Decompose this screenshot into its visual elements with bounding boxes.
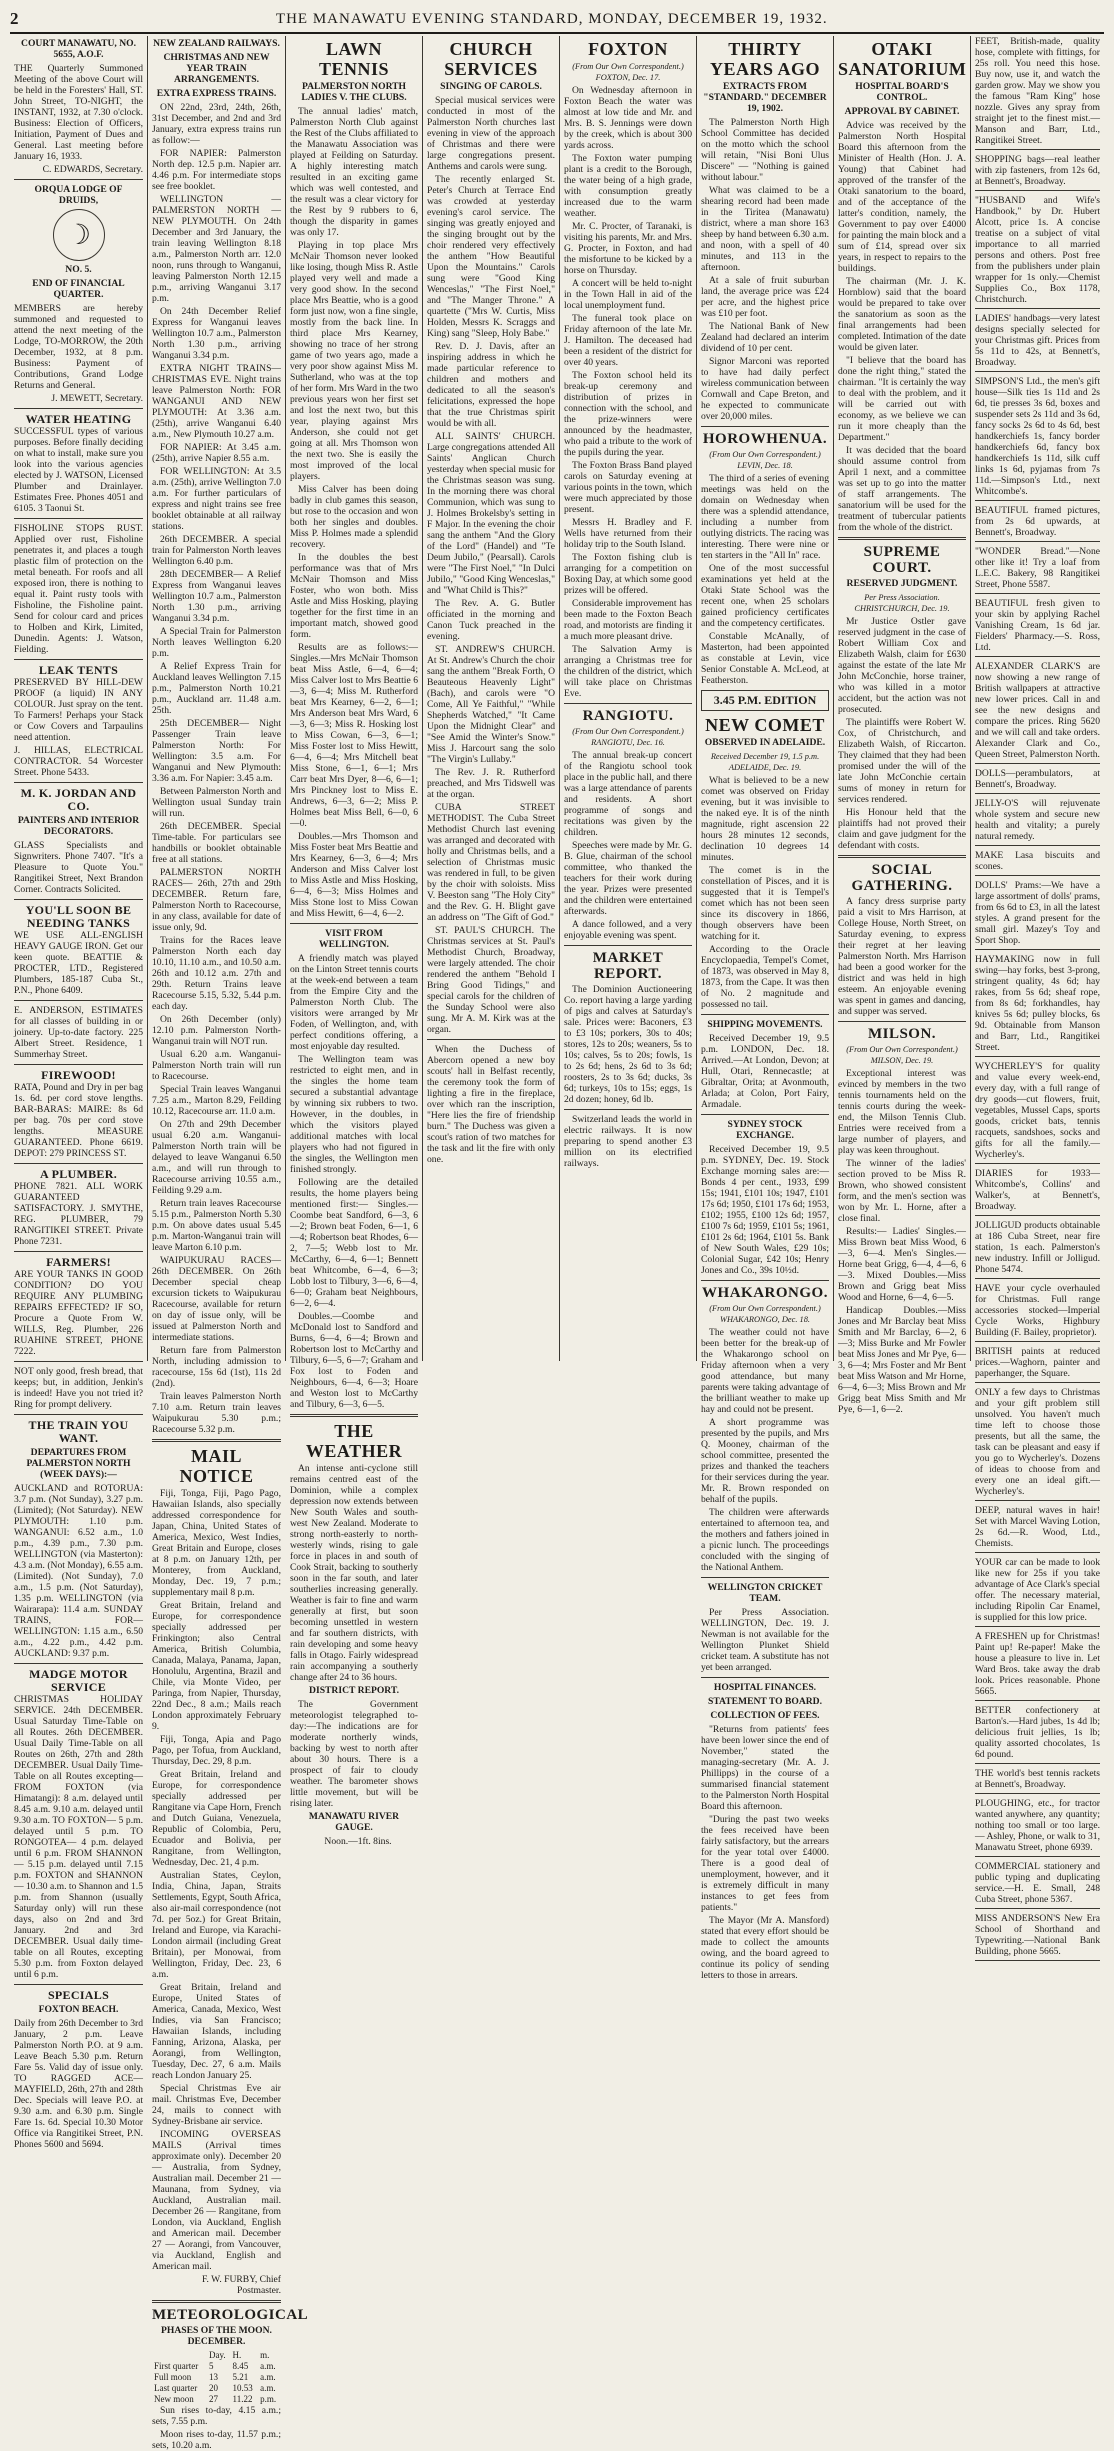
hospital-title: HOSPITAL FINANCES. xyxy=(713,1682,817,1693)
church-paragraph: Special musical services were conducted in most of the Palmerston North churches last evening in view of the approach of Christmas and there were large congregations present. Anthems and carols were sung. xyxy=(427,95,555,172)
railways-paragraph: Return train leaves Racecourse 5.15 p.m., Palmerston North 5.30 p.m. On above dates usual 5.45 p.m. Marton-Wanganui train will leave Marton 6.10 p.m. xyxy=(152,1198,281,1253)
horowhenua-paragraph: Constable McAnally, of Masterton, had been appointed as constable at Levin, vice Senior Constable A. McLeod, at Featherston. xyxy=(701,631,829,686)
visit-title: VISIT FROM WELLINGTON. xyxy=(319,928,389,950)
railways-paragraph: On 24th December Relief Express for Wanganui leaves Wellington 10.7 a.m., Palmerston North 1.30 p.m., arriving Wanganui 3.34 p.m. xyxy=(152,306,281,361)
firewood-title: FIREWOOD! xyxy=(41,1068,116,1082)
farmers-title: FARMERS! xyxy=(46,1255,111,1269)
tennis-title: LAWN TENNIS xyxy=(318,39,390,79)
foxton-paragraph: The Foxton water pumping plant is a credit to the Borough, the water being of a high grade, with consumption greatly increased due to the warm weather. xyxy=(564,153,692,219)
market-report: The Dominion Auctioneering Co. report having a large yarding of pigs and calves at Saturday's sale. Prices were: Baconers, £3 to £3 10s; porkers, 30s to 40s; stores, 12s to 20s; weaners, 5s to 10s; calves, 5s to 20s; fowls, 1s to 2s 6d; hens, 2s 6d to 3s 6d; roosters, 2s to 3s 6d; ducks, 3s 6d; turkeys, 10s to 15s; eggs, 1s 2d dozen; honey, 6d lb. xyxy=(564,984,692,1105)
fisholine-body: FISHOLINE STOPS RUST. Applied over rust, Fisholine penetrates it, and places a tough plastic film of protection on the metal beneath. For roofs and all exposed iron, there is nothing to equal it. Paint rusty tools with Fisholine, the Fisholine paint. Send for colour card and prices to Holben and Kirk, Limited, Dunedin. Agents: J. Watson, Fielding. xyxy=(14,523,143,655)
classified-ad: A FRESHEN up for Christmas! Paint up! Re-paper! Make the house a pleasure to live in. Let Ward Bros. take away the drab look. Prices reasonable. Phone 5665. xyxy=(975,1631,1100,1701)
tennis-paragraph: Doubles.—Mrs Thomson and Miss Foster beat Mrs Beattie and Mrs Kearney, 6—3, 6—4; Mrs Anderson and Miss Calver lost to Miss Astle and Miss Hosking, 6—4, 6—3; Miss Holmes and Miss Stone lost to Miss Cowan and Miss Hewitt, 6—4, 6—2. xyxy=(290,831,418,919)
classified-ad: JOLLIGUD products obtainable at 186 Cuba Street, near fire station, 1s each. Palmerston's new industry. Infill or Jolligud. Phone 5474. xyxy=(975,1220,1100,1279)
social-body: A fancy dress surprise party paid a visit to Mrs Harrison, at College House, North Street, on Saturday evening, to express their regret at her leaving Palmerston North. Mrs Harrison had been a good worker for the district and was held in high esteem. An enjoyable evening was spent in games and dancing, and supper was served. xyxy=(838,896,966,1017)
railways-subtitle: CHRISTMAS AND NEW YEAR TRAIN ARRANGEMENTS. xyxy=(163,52,270,85)
water-heating-ad xyxy=(14,413,143,514)
mail-paragraph: Australian States, Ceylon, India, China, Japan, Straits Settlements, Egypt, South Africa, also air-mail correspondence (not 7d. per 5oz.) for Great Britain, Ireland and Europe, via Karachi-London airmail (including Great Britain), per Monowai, from Wellington, Friday, Dec. 23, 6 a.m. xyxy=(152,1870,281,1980)
district-report-title: DISTRICT REPORT. xyxy=(309,1685,399,1696)
plumber-ad xyxy=(14,1168,143,1247)
leak-tents-signature: J. HILLAS, ELECTRICAL CONTRACTOR. 54 Worcester Street. Phone 5433. xyxy=(14,745,143,778)
jordan-body: GLASS Specialists and Signwriters. Phone 7407. "It's a Pleasure to Quote You." Rangitikei Street, Next Brandon Corner. Contracts Solicited. xyxy=(14,840,143,895)
church-paragraph: The Rev. A. G. Butler officiated in the morning and Canon Tuck preached in the evening. xyxy=(427,598,555,642)
column-1 xyxy=(10,36,148,2150)
supreme-court-subtitle: RESERVED JUDGMENT. xyxy=(846,578,958,589)
table-row: Full moon 13 5.21 a.m. xyxy=(154,2372,276,2382)
farmers-body: ARE YOUR TANKS IN GOOD CONDITION? DO YOU REQUIRE ANY PLUMBING REPAIRS EFFECTED? IF SO, Procure a Quote From W. WILLS, Reg. Plumber, 226 RUAHINE STREET, PHONE 7222. xyxy=(14,1269,143,1357)
horowhenua-paragraph: One of the most successful examinations yet held at the Otaki State School was the recent one, when 25 scholars gained proficiency certificates and the competency certificates. xyxy=(701,563,829,629)
mail-paragraph: Great Britain, Ireland and Europe, for correspondence specially addressed per Rangitane via Cape Horn, French and Dutch Guiana, Venezuela, Republic of Colombia, Peru, Ecuador and Bolivia, per Rangitane, from Wellington, Wednesday, Dec. 21, 4 p.m. xyxy=(152,1769,281,1868)
moon-times: Moon rises to-day, 11.57 p.m.; sets, 10.20 a.m. xyxy=(152,2429,281,2451)
classified-ad: HAVE your cycle overhauled for Christmas. Full range accessories stocked—Imperial Cycle Works, Highbury Building (F. Bailey, proprietor). xyxy=(975,1283,1100,1342)
tanks-body: WE USE ALL-ENGLISH HEAVY GAUGE IRON. Get our keen quote. BEATTIE & PROCTER, LTD., Registered Plumbers, 185-187 Cuba St., P.N., Phone 6409. xyxy=(14,930,143,996)
visit-paragraph: Following are the detailed results, the home players being mentioned first:— Singles.—Coombe beat Sandford, 6—3, 6—2; Brown beat Foden, 6—1, 6—4; Robertson beat Rhodes, 6—2, 7—5; Webb lost to Mr. McCarthy, 6—4, 6—1; Bennett beat Whitcombe, 6—4, 6—3; Lobb lost to Tilbury, 3—6, 6—4, 6—0; Graham beat Neighbours, 6—2, 6—4. xyxy=(290,1177,418,1309)
foxton-paragraph: The Foxton Brass Band played carols on Saturday evening at various points in the town, which were much appreciated by those present. xyxy=(564,460,692,515)
thirty-years-title: THIRTY YEARS AGO xyxy=(709,39,821,79)
specials-title: SPECIALS xyxy=(47,1988,110,2002)
druid-emblem-icon: ☽ xyxy=(53,209,105,261)
moon-phases-subtitle: PHASES OF THE MOON. DECEMBER. xyxy=(161,2325,272,2347)
railways-paragraph: A Relief Express Train for Auckland leaves Wellington 7.15 p.m., Palmerston North 10.21 p.m., Auckland arr. 11.48 a.m. 25th. xyxy=(152,661,281,716)
court-notice-signature: C. EDWARDS, Secretary. xyxy=(42,164,143,175)
mail-paragraph: Special Christmas Eve air mail. Christmas Eve, December 24, mails to connect with Sydney-Brisbane air service. xyxy=(152,2083,281,2127)
railways-paragraph: Trains for the Races leave Palmerston North each day 10.10, 11.10 a.m., and 10.50 a.m. 26th and 10.12 a.m. 27th and 29th. Return Trains leave Racecourse 5.15, 5.32, 5.44 p.m. each day. xyxy=(152,935,281,1012)
comet-paragraph: What is believed to be a new comet was observed on Friday evening, but it was invisible to the naked eye. It is of the ninth magnitude, right ascension 22 hours 28 minutes 12 seconds, declination 10 degrees 14 minutes. xyxy=(701,775,829,863)
court-notice xyxy=(14,38,143,175)
tennis-paragraph: In the doubles the best performance was that of Mrs McNair Thomson and Miss Foster, who won both. Miss Astle and Miss Hosking, playing together for the first time in an important match, showed good form. xyxy=(290,552,418,640)
specials-subtitle: FOXTON BEACH. xyxy=(38,2004,119,2015)
horowhenua-dateline: (From Our Own Correspondent.) LEVIN, Dec. 18. xyxy=(709,450,821,470)
railways-paragraph: 26th DECEMBER. Special Time-table. For particulars see handbills or booklet obtainable free at all stations. xyxy=(152,821,281,865)
classified-ad: BEAUTIFUL fresh given to your skin by applying Rachel Vanishing Cream, 1s 6d jar. Fielders' Pharmacy.—S. Ross, Ltd. xyxy=(975,598,1100,657)
otaki-sub2: APPROVAL BY CABINET. xyxy=(844,106,960,117)
whakarongo-dateline: (From Our Own Correspondent.) WHAKARONGO, Dec. 18. xyxy=(709,1304,821,1324)
visit-paragraph: The Wellington team was restricted to eight men, and in the singles the home team secured a substantial advantage by winning six rubbers to two. However, in the doubles, in which the visitors played additional matches with local players who had not figured in the singles, the Wellington men finished strongly. xyxy=(290,1054,418,1175)
leak-tents-ad xyxy=(14,664,143,778)
railways-paragraph: EXTRA NIGHT TRAINS— CHRISTMAS EVE. Night trains leave Palmerston North: FOR WANGANUI AND NEW PLYMOUTH: At 3.36 a.m. (25th), arrive Wanganui 6.40 a.m., New Plymouth 10.27 a.m. xyxy=(152,363,281,440)
farmers-ad xyxy=(14,1256,143,1357)
comet-title: NEW COMET xyxy=(705,715,825,735)
mail-notice-body xyxy=(152,1488,281,2296)
table-row: Day. H. m. xyxy=(208,2350,270,2360)
railways-paragraph: 25th DECEMBER— Night Passenger Train leave Palmerston North: For Wellington: 3.5 a.m. For Wanganui and New Plymouth: 3.36 a.m. For Napier: 3.45 a.m. xyxy=(152,718,281,784)
leak-tents-title: LEAK TENTS xyxy=(38,663,119,677)
comet-paragraph: According to the Oracle Encyclopaedia, Tempel's Comet, of 1873, was observed in May 8, 1873, from the Cape. It was then of No. 2 magnitude and possessed no tail. xyxy=(701,944,829,1010)
rangiotu-paragraph: A dance followed, and a very enjoyable evening was spent. xyxy=(564,919,692,941)
comet-subtitle: OBSERVED IN ADELAIDE. xyxy=(704,737,826,748)
specials-body: Daily from 26th December to 3rd January, 2 p.m. Leave Palmerston North P.O. at 9 a.m. Leave Beach 5.30 p.m. Return Fare 5s. Valid day of issue only. TO RAGGED ACE—MAYFIELD, 26th, 27th and 28th Dec. Specials will leave P.O. at 9.30 a.m. and 6.30 p.m. Single Fare 1s. 6d. Special 10.30 Motor Office via Rangitikei Street, P.N. Phones 5600 and 5694. xyxy=(14,2018,143,2150)
classified-ad: DEEP, natural waves in hair! Set with Marcel Waving Lotion, 2s 6d.—R. Wood, Ltd., Chemists. xyxy=(975,1505,1100,1553)
classified-ad: MAKE Lasa biscuits and scones. xyxy=(975,850,1100,876)
comet-dateline: Received December 19, 1.5 p.m. ADELAIDE, Dec. 19. xyxy=(710,752,820,772)
exchange-body: Received December 19, 9.5 p.m. SYDNEY, Dec. 19. Stock Exchange morning sales are:— Bonds 4 per cent., 1933, £99 15s; 1941, £101 10s; 1947, £101 17s 6d; 1950, £101 17s 6d; 1953, £102; 1955, £100 12s 6d; 1957, £100 7s 6d; 1959, £101 5s; 1961, £101 2s 6d; 1964, £101 5s. Bank of New South Wales, £29 10s; Colonial Sugar, £42 10s; Henry Jones and Co., 39s 10½d. xyxy=(701,1144,829,1276)
jordan-title: M. K. JORDAN AND CO. xyxy=(20,786,137,813)
church-paragraph: ALL SAINTS' CHURCH. Large congregations attended All Saints' Anglican Church yesterday when special music for the Christmas season was sung. In the morning there was choral Communion, which was sung to J. Holmes Brokelsby's setting in F Major. In the evening the choir sang the anthem "And the Glory of the Lord" (Handel) and "Te Deum Jubilo," (Pearsall). Carols were "The First Noel," "In Dulci Jubilo," "Good King Wenceslas," and "What Child is This?" xyxy=(427,431,555,596)
madge-title: MADGE MOTOR SERVICE xyxy=(29,1667,128,1694)
foxton-paragraph: The Foxton fishing club is arranging for a competition on Boxing Day, at which some good prizes will be offered. xyxy=(564,552,692,596)
classified-ad: BEAUTIFUL framed pictures, from 2s 6d upwards, at Bennett's, Broadway. xyxy=(975,505,1100,542)
railways-paragraph: Between Palmerston North and Wellington usual Sunday train will run. xyxy=(152,786,281,819)
river-gauge-title: MANAWATU RIVER GAUGE. xyxy=(308,1811,400,1833)
tennis-paragraph: The annual ladies' match, Palmerston North Club against the Rest of the Clubs affiliated to the Manawatu Association was played at Feilding on Saturday. A highly interesting match resulted in an exciting game which was well contested, and the result was a clear victory for the Rest by 9 rubbers to 6, though the disparity in games was only 17. xyxy=(290,106,418,238)
tanks-title: YOU'LL SOON BE NEEDING TANKS xyxy=(25,903,132,930)
switzerland-item: Switzerland leads the world in electric railways. It is now preparing to spend another £3 million on its electrified railways. xyxy=(564,1114,692,1169)
classified-ad: MISS ANDERSON'S New Era School of Shorthand and Typewriting.—National Bank Building, phone 5665. xyxy=(975,1913,1100,1961)
foxton-paragraph: The Salvation Army is arranging a Christmas tree for the children of the district, which will take place on Christmas Eve. xyxy=(564,644,692,699)
railways-paragraph: On 26th December (only) 12.10 p.m. Palmerston North-Wanganui train will NOT run. xyxy=(152,1014,281,1047)
classified-ad: ALEXANDER CLARK'S are now showing a new range of British wallpapers at attractive new lower prices. Call in and see the new designs and compare the prices. Ring 5620 and we will call and take orders. Alexander Clark and Co., Queen Street, Palmerston North. xyxy=(975,661,1100,764)
fisholine-ad xyxy=(14,523,143,655)
supreme-court-title: SUPREME COURT. xyxy=(863,544,941,576)
thirty-years-paragraph: What was claimed to be a shearing record had been made in the Tiritea (Manawatu) district, where a man shore 163 sheep by hand between 6.30 a.m. and noon, with a spell of 40 minutes, and 113 in the afternoon. xyxy=(701,185,829,273)
horowhenua-paragraph: The third of a series of evening meetings was held on the domain on Wednesday when there was a splendid attendance, including a number from outlying districts. The racing was interesting. There were nine or ten starters in the "All In" race. xyxy=(701,473,829,561)
tennis-subtitle: PALMERSTON NORTH LADIES V. THE CLUBS. xyxy=(301,81,407,103)
mail-paragraph: Great Britain, Ireland and Europe, United States of America, Canada, Mexico, West Indies, via San Francisco; Hawaiian Islands, including Fanning, Arizona, Alaska, per Aorangi, from Wellington, Tuesday, Dec. 27, 6 a.m. Mails reach London January 25. xyxy=(152,1982,281,2081)
whakarongo-paragraph: The children were afterwards entertained to afternoon tea, and the mothers and fathers joined in a picnic lunch. The proceedings concluded with the singing of the National Anthem. xyxy=(701,1507,829,1573)
church-paragraph: CUBA STREET METHODIST. The Cuba Street Methodist Church last evening was arranged and decorated with holly and Christmas bells, and a selection of Christmas music was rendered in full, to be given by the choir with soloists. Miss V. Beeston sang "The Holy City" and the Rev. G. H. Blight gave an address on "The Gift of God." xyxy=(427,802,555,923)
milson-paragraph: The winner of the ladies' section proved to be Miss R. Brown, who showed consistent form, and the men's section was won by Mr. L. Horne, after a close final. xyxy=(838,1158,966,1224)
rangiotu-paragraph: The annual break-up concert of the Rangiotu school took place in the public hall, and there was a large attendance of parents and residents. A short programme of songs and recitations was given by the children. xyxy=(564,750,692,838)
hospital-paragraph: The Mayor (Mr A. Mansford) stated that every effort should be made to collect the amounts owing, and the board agreed to continue its policy of sending letters to those in arrears. xyxy=(701,1915,829,1981)
classified-ad: BRITISH paints at reduced prices.—Waghorn, painter and paperhanger, the Square. xyxy=(975,1346,1100,1383)
leak-tents-body: PRESERVED BY HILL-DEW PROOF (a liquid) IN ANY COLOUR. Just spray on the tent. To Farmers! Perhaps your Stack or Cow Covers and Tarpaulins need attention. xyxy=(14,677,143,743)
druids-number: NO. 5. xyxy=(65,264,92,275)
mail-paragraph: Fiji, Tonga, Apia and Pago Pago, per Tofua, from Auckland, Thursday, Dec. 29, 8 p.m. xyxy=(152,1734,281,1767)
church-paragraph: ST. PAUL'S CHURCH. The Christmas services at St. Paul's Methodist Church, Broadway, were largely attended. The choir rendered the anthem "Behold I Bring Good Tidings," and special carols for the children of the Sunday School were also sung. Mr A. M. Kirk was at the organ. xyxy=(427,925,555,1035)
water-heating-body: SUCCESSFUL types of various purposes. Before finally deciding on what to install, make sure you look into the various agencies elected by J. WATSON, Licensed Plumber and Drainlayer. Estimates Free. Phones 4051 and 6105. 3 Taonui St. xyxy=(14,426,143,514)
milson-paragraph: Exceptional interest was evinced by members in the two tennis tournaments held on the tennis courts during the week-end, the Milson Tennis Club. Entries were received from a large number of players, and play was keen throughout. xyxy=(838,1068,966,1156)
firewood-body: RATA, Pound and Dry in per bag 1s. 6d. per cord stove lengths. BAR-BARAS: MAIRE: 8s 6d per bag. 70s per cord stove lengths. MEASURE GUARANTEED. Phone 6619. DEPOT: 279 PRINCESS ST. xyxy=(14,1082,143,1159)
druids-signature: J. MEWETT, Secretary. xyxy=(51,393,143,404)
railways-paragraph: 26th DECEMBER. A special train for Palmerston North leaves Wellington 6.40 p.m. xyxy=(152,534,281,567)
mail-signature: F. W. FURBY, Chief Postmaster. xyxy=(201,2274,281,2296)
table-row: First quarter 5 8.45 a.m. xyxy=(154,2361,276,2371)
weather-title: THE WEATHER xyxy=(305,1421,403,1461)
mail-notice-title: MAIL NOTICE xyxy=(179,1446,254,1486)
foxton-title: FOXTON xyxy=(588,39,668,59)
foxton-paragraph: Considerable improvement has been made to the Foxton Beach road, and motorists are finding it a much more pleasant drive. xyxy=(564,598,692,642)
shipping-title: SHIPPING MOVEMENTS. xyxy=(707,1019,823,1030)
railways-paragraph: FOR NAPIER: At 3.45 a.m. (25th), arrive Napier 8.55 a.m. xyxy=(152,442,281,464)
railways-paragraph: Return fare from Palmerston North, including admission to racecourse, 15s 6d (1st), 11s 2d (2nd). xyxy=(152,1345,281,1389)
river-gauge: Noon.—1ft. 8ins. xyxy=(324,1836,392,1847)
classified-ad: WYCHERLEY'S for quality and value every week-end, every day, with a full range of dry goods—cut flowers, fruit, vegetables, Mussel Caps, sports goods, cricket bats, tennis racquets, sandshoes, socks and gifts for all the family.—Wycherley's. xyxy=(975,1061,1100,1164)
church-paragraph: The recently enlarged St. Peter's Church at Terrace End was crowded at yesterday evening's carol service. The singing was greatly enjoyed and the singing brought out by the choir rendered very effectively the anthem "How Beautiful Upon the Mountains." Carols sung were "Good King Wenceslas," "The First Noel," and "The Manger Throne." A quartette ("Mrs W. Curtis, Miss Holden, Messrs K. Scraggs and King) sang "Sleep, Holy Babe." xyxy=(427,174,555,339)
table-row: Last quarter 20 10.53 a.m. xyxy=(154,2383,276,2393)
foxton-paragraph: The funeral took place on Friday afternoon of the late Mr. J. Hamilton. The deceased had been a resident of the district for over 40 years. xyxy=(564,313,692,368)
column-5 xyxy=(560,36,697,1361)
railways-paragraph: A Special Train for Palmerston North leaves Wellington 6.20 p.m. xyxy=(152,626,281,659)
district-report: The Government meteorologist telegraphed to-day:—The indications are for moderate northerly winds, backing by west to north after about 30 hours. There is a prospect of fair to cloudy weather. The barometer shows little movement, but will be rising later. xyxy=(290,1699,418,1809)
column-6 xyxy=(697,36,834,1981)
church-paragraph: The Rev. J. R. Rutherford preached, and Mrs Tidswell was at the organ. xyxy=(427,767,555,800)
classified-ad: YOUR car can be made to look like new for 25s if you take advantage of Ace Clark's special offer. The necessary material, including Ripolin Car Enamel, is supplied for this low price. xyxy=(975,1557,1100,1627)
thirty-years-paragraph: The Palmerston North High School Committee has decided on the motto which the school will retain, "Nisi Boni Ulus Discere" — "Nothing is gained without labour." xyxy=(701,117,829,183)
otaki-subtitle: HOSPITAL BOARD'S CONTROL. xyxy=(855,81,949,103)
classified-ad: HAYMAKING now in full swing—hay forks, best 3-prong, stringent quality, 4s 6d; hay rakes, from 5s 6d; sheaf rope, from 8s 6d; forkhandles, hay knives 5s 6d; pulley blocks, 6s 9d. Obtainable from Manson and Barr, Ltd., Rangitikei Street. xyxy=(975,954,1100,1057)
plumber-title: A PLUMBER. xyxy=(39,1167,117,1181)
masthead xyxy=(10,6,1104,34)
railways-paragraph: PALMERSTON NORTH RACES— 26th, 27th and 29th DECEMBER. Return fare, Palmerston North to Racecourse, in any class, available for date of issue only, 9d. xyxy=(152,867,281,933)
page-columns xyxy=(10,36,1104,2451)
milson-dateline: (From Our Own Correspondent.) MILSON, Dec. 19. xyxy=(846,1045,958,1065)
hospital-paragraph: "During the past two weeks the fees received have been fairly satisfactory, but the arrears for the year total over £4000. There is a good deal of unemployment, however, and it is extremely difficult in many instances to get fees from patients." xyxy=(701,1814,829,1913)
market-title: MARKET REPORT. xyxy=(592,950,664,982)
railways-paragraph: FOR WELLINGTON: At 3.5 a.m. (25th), arrive Wellington 7.0 a.m. For further particulars of express and night trains see free booklet obtainable at all railway stations. xyxy=(152,466,281,532)
classified-ad: BETTER confectionery at Barton's.—Hard jubes, 1s 4d lb; delicious fruit jellies, 1s lb; quality assorted chocolates, 1s 6d pound. xyxy=(975,1705,1100,1764)
druids-title: ORQUA LODGE OF DRUIDS, xyxy=(34,184,123,206)
train-subtitle: DEPARTURES FROM PALMERSTON NORTH (WEEK DAYS):— xyxy=(26,1447,131,1480)
milson-title: MILSON. xyxy=(867,1026,937,1042)
classified-ad: DOLLS' Prams:—We have a large assortment of dolls' prams, from 6s 6d to £3, in all the latest styles. A grand present for the small girl. Mazey's Toy and Sport Shop. xyxy=(975,880,1100,950)
moon-phases-table xyxy=(152,2350,281,2405)
rangiotu-paragraph: Speeches were made by Mr. G. B. Glue, chairman of the school committee, who thanked the teachers for their work during the year. Prizes were presented and the children were entertained afterwards. xyxy=(564,840,692,917)
newspaper-title: THE MANAWATU EVENING STANDARD, MONDAY, DECEMBER 19, 1932. xyxy=(275,10,828,27)
weather-paragraph: An intense anti-cyclone still remains centred east of the Dominion, while a complex depression now extends between New South Wales and south-west New Zealand. Moderate to strong north-easterly to north-westerly winds, rising to gale force in places in and south of Cook Strait, backing to southerly soon in the far south, and later southerlies increasing generally. Weather is fair to fine and warm generally at first, but soon becoming unsettled in western and far southern districts, with rain developing and some heavy falls in Otago. Fairly widespread rain accompanying a southerly change after 24 to 36 hours. xyxy=(290,1463,418,1683)
court-notice-title: COURT MANAWATU, NO. 5655, A.O.F. xyxy=(21,38,136,60)
supreme-court-dateline: Per Press Association. CHRISTCHURCH, Dec. 19. xyxy=(854,593,950,613)
supreme-paragraph: His Honour held that the plaintiffs had not proved their claim and gave judgment for the defendant with costs. xyxy=(838,807,966,851)
supreme-paragraph: The plaintiffs were Robert W. Cox, of Christchurch, and Elizabeth Walsh, of Riccarton. They claimed that they had been promised under the will of the late John McConchie certain sums of money in return for services rendered. xyxy=(838,717,966,805)
classified-ad: ONLY a few days to Christmas and your gift problem still unsolved. You haven't much time left to choose those presents, but all the same, the task can be pleasant and easy if you go to Wycherley's. Dozens of ideas to choose from and every one an ideal gift.—Wycherley's. xyxy=(975,1387,1100,1501)
supreme-paragraph: Mr Justice Ostler gave reserved judgment in the case of Robert William Cox and Elizabeth Walsh, claim for £630 against the estate of the late Mr John McConchie, horse trainer, who was killed in a motor accident, but the action was not prosecuted. xyxy=(838,616,966,715)
mail-paragraph: INCOMING OVERSEAS MAILS (Arrival times approximate only). December 20 — Australia, from Sydney, Australian mail. December 21 — Maunana, from Sydney, via Auckland, Australian mail. December 26 — Rangitane, from London, via Auckland, English and American mail. December 27 — Aorangi, from Vancouver, via Auckland, English and American mail. xyxy=(152,2129,281,2272)
railways-paragraph: WAIPUKURAU RACES—26th DECEMBER. On 26th December special cheap excursion tickets to Waipukurau Racecourse, available for return on day of issue only, will be issued at Palmerston North and intermediate stations. xyxy=(152,1255,281,1343)
table-row: New moon 27 11.22 p.m. xyxy=(154,2394,277,2404)
foxton-dateline: (From Our Own Correspondent.) FOXTON, Dec. 17. xyxy=(572,62,684,82)
classified-ad: FEET, British-made, quality hose, complete with fittings, for 25s roll. You need this hose. Buy now, use it, and watch the garden grow. May we show you the famous "Ram King" hose nozzle. Gives any spray from straight jet to the finest mist.—Manson and Barr, Ltd., Rangitikei Street. xyxy=(975,36,1100,150)
whakarongo-paragraph: The weather could not have been better for the break-up of the Whakarongo school on Friday afternoon when a very good attendance, but many parents were taking advantage of the brilliant weather to make up hay and could not be present. xyxy=(701,1327,829,1415)
whakarongo-paragraph: A short programme was presented by the pupils, and Mrs Q. Mooney, chairman of the school committee, presented the prizes and thanked the teachers for their services during the year. Mr. R. Brown responded on behalf of the pupils. xyxy=(701,1417,829,1505)
whakarongo-title: WHAKARONGO. xyxy=(702,1285,828,1301)
otaki-title: OTAKI SANATORIUM xyxy=(838,39,967,79)
hospital-subtitle: STATEMENT TO BOARD. xyxy=(708,1696,822,1707)
classified-ad: SIMPSON'S Ltd., the men's gift house—Silk ties 1s 11d and 2s 6d, tie presses 3s 6d, boxes and suspender sets 2s 11d and 3s 6d, fancy socks 2s 6d to 4s 6d, best handkerchiefs 1s, fancy border handkerchiefs 6d, fancy box handkerchiefs 1s 11d, silk cuff links 1s 6d, pyjamas from 7s 11d.—Simpson's Ltd., next Whitcombe's. xyxy=(975,376,1100,501)
column-7 xyxy=(834,36,971,1415)
sun-times: Sun rises to-day, 4.15 a.m.; sets, 7.55 p.m. xyxy=(152,2405,281,2427)
church-title: CHURCH SERVICES xyxy=(444,39,538,79)
train-title: THE TRAIN YOU WANT. xyxy=(28,1418,129,1445)
jordan-subtitle: PAINTERS AND INTERIOR DECORATORS. xyxy=(17,815,140,837)
firewood-ad xyxy=(14,1069,143,1159)
hospital-sub2: COLLECTION OF FEES. xyxy=(710,1710,820,1721)
railways-paragraph: 28th DECEMBER— A Relief Express from Wanganui leaves Wellington 10.7 a.m., Palmerston North 1.30 p.m., arriving Wanganui 3.34 p.m. xyxy=(152,569,281,624)
edition-banner: 3.45 P.M. EDITION xyxy=(701,690,829,711)
otaki-paragraph: Advice was received by the Palmerston North Hospital Board this afternoon from the Minister of Health (Hon. J. A. Young) that Cabinet had approved of the transfer of the Otaki sanatorium to the board, and of the acceptance of the latter's condition, namely, the Government to pay over £4000 for painting the main block and a sum of £14, spread over six years, in respect to repairs to the buildings. xyxy=(838,120,966,274)
jordan-ad xyxy=(14,787,143,895)
railways-paragraph: On 27th and 29th December usual 6.20 a.m. Wanganui-Palmerston North train will be delayed to leave Wanganui 6.50 a.m., and will run through to Racecourse arriving 10.55 a.m., Feilding 9.29 a.m. xyxy=(152,1119,281,1196)
train-ad xyxy=(14,1419,143,1659)
mail-paragraph: Fiji, Tonga, Fiji, Pago Pago, Hawaiian Islands, also specially addressed correspondence for Japan, China, United States of America, Mexico, West Indies, Great Britain and Europe, closes at 8 p.m. on January 12th, per Monterey, from Auckland, Monday, Dec. 19, 7 p.m.; supplementary mail 8 p.m. xyxy=(152,1488,281,1598)
classified-ad: PLOUGHING, etc., for tractor wanted anywhere, any quantity; nothing too small or too large. — Ashley, Phone, or walk to 31, Manawatu Street, phone 6939. xyxy=(975,1798,1100,1857)
meteorological-title: METEOROLOGICAL xyxy=(152,2307,309,2323)
classified-ad: JELLY-O'S will rejuvenate whole system and secure new health and vitality; a purely natural remedy. xyxy=(975,798,1100,846)
anderson-ad xyxy=(14,1005,143,1060)
visit-paragraph: A friendly match was played on the Linton Street tennis courts at the week-end between a team from the Empire City and the Palmerston North Club. The visitors were arranged by Mr Foden, of Wellington, and, with perfect conditions offering, a most enjoyable day resulted. xyxy=(290,953,418,1052)
horowhenua-title: HOROWHENUA. xyxy=(702,431,828,447)
column-4 xyxy=(423,36,560,1361)
thirty-years-paragraph: The National Bank of New Zealand had declared an interim dividend of 10 per cent. xyxy=(701,321,829,354)
rangiotu-dateline: (From Our Own Correspondent.) RANGIOTU, Dec. 16. xyxy=(572,727,684,747)
railways-paragraph: Usual 6.20 a.m. Wanganui-Palmerston North train will run to Racecourse. xyxy=(152,1049,281,1082)
page-number: 2 xyxy=(10,9,20,28)
classified-ad: LADIES' handbags—very latest designs specially selected for your Christmas gift. Prices from 5s 11d to 42s, at Bennett's, Broadway. xyxy=(975,313,1100,372)
milson-paragraph: Handicap Doubles.—Miss Jones and Mr Barclay beat Miss Smith and Mr Barclay, 6—2, 6—3; Miss Burke and Mr Fowler beat Miss Jones and Mr Pye, 6—3, 6—4; Mrs Foster and Mr Bent beat Miss Watson and Mr Horne, 6—4, 6—3; Miss Brown and Mr Grigg beat Miss Smith and Mr Pye, 6—1, 6—2. xyxy=(838,1305,966,1415)
railways-paragraph: Special Train leaves Wanganui 7.25 a.m., Marton 8.29, Feilding 10.12, Racecourse arr. 11.0 a.m. xyxy=(152,1084,281,1117)
church-paragraph: ST. ANDREW'S CHURCH. At St. Andrew's Church the choir sang the anthem "Break Forth, O Beauteous Heavenly Light" (Bach), and carols were "O Come, All Ye Faithful," "While Shepherds Watched," "It Came Upon the Midnight Clear" and "See Amid the Winter's Snow." Miss J. Harcourt sang the solo "The Virgin's Lullaby." xyxy=(427,644,555,765)
classified-ad: COMMERCIAL stationery and public typing and duplicating service.—H. E. Small, 248 Cuba Street, phone 5367. xyxy=(975,1861,1100,1909)
railways-paragraph: ON 22nd, 23rd, 24th, 26th, 31st December, and 2nd and 3rd January, extra express trains run as follow:— xyxy=(152,102,281,146)
social-title: SOCIAL GATHERING. xyxy=(851,862,953,894)
church-subtitle: SINGING OF CAROLS. xyxy=(440,81,542,92)
church-paragraph: Rev. D. J. Davis, after an inspiring address in which he made particular reference to children and mothers and dedicated to all the season's felicitations, expressed the hope that the true Christmas spirit would be with all. xyxy=(427,341,555,429)
classified-ad: DIARIES for 1933—Whitcombe's, Collins' and Walker's, at Bennett's, Broadway. xyxy=(975,1168,1100,1216)
foxton-paragraph: Mr. C. Procter, of Taranaki, is visiting his parents, Mr. and Mrs. G. Procter, in Foxton, and had the misfortune to be kicked by a horse on Thursday. xyxy=(564,221,692,276)
railways-paragraph: FOR NAPIER: Palmerston North dep. 12.5 p.m. Napier arr. 4.46 p.m. For intermediate stops see free booklet. xyxy=(152,148,281,192)
comet-paragraph: The comet is in the constellation of Pisces, and it is suggested that it is Tempel's comet which has not been seen since its discovery in 1866, though observers have been watching for it. xyxy=(701,865,829,942)
railways-paragraph: Train leaves Palmerston North 7.10 a.m. Return train leaves Waipukurau 5.30 p.m.; Racecourse 5.32 p.m. xyxy=(152,1391,281,1435)
exchange-title: SYDNEY STOCK EXCHANGE. xyxy=(727,1119,803,1141)
visit-paragraph: Doubles.—Coombe and McDonald lost to Sandford and Burns, 6—4, 6—4; Brown and Robertson lost to McCarthy and Tilbury, 6—5, 6—7; Graham and Fox lost to Foden and Neighbours, 6—4, 6—3; Hoare and Weston lost to McCarthy and Tilbury, 6—3, 6—5. xyxy=(290,1311,418,1410)
madge-body: CHRISTMAS HOLIDAY SERVICE. 24th DECEMBER. Usual Saturday Time-Table on all Routes. 26th DECEMBER. Usual Daily Time-Table on all Routes on 26th, 27th and 28th DECEMBER. Usual Daily Time-Table on all Routes excepting— FROM FOXTON (via Himatangi): 8 a.m. delayed until 8.45 a.m. 9.10 a.m. delayed until 9.30 a.m. TO FOXTON— 5 p.m. delayed until 5 p.m. TO RONGOTEA— 4 p.m. delayed until 6 p.m. FROM SHANNON— 5.15 p.m. delayed until 7.15 p.m. FOXTON and SHANNON— 10.30 a.m. to Shannon and 1.5 p.m. from Shannon (usually Saturday only) will run these days, also on 2nd and 3rd January. 2nd and 3rd DECEMBER. Usual daily time-table on all Routes, excepting 5.30 p.m. from Foxton delayed until 6 p.m. xyxy=(14,1694,143,1980)
foxton-paragraph: A concert will be held to-night in the Town Hall in aid of the local unemployment fund. xyxy=(564,278,692,311)
shipping-body: Received December 19, 9.5 p.m. LONDON, Dec. 18. Arrived.—At London, Devon; at Hull, Otari, Rennecastle; at Gibraltar, Orita; at Avonmouth, Arlada; at Colon, Port Fairy, Armadale. xyxy=(701,1033,829,1110)
druids-body: MEMBERS are hereby summoned and requested to attend the next meeting of the Lodge, TO-MORROW, the 20th December, 1932, at 8 p.m. Business: Payment of Contributions, Grand Lodge Returns and General. xyxy=(14,303,143,391)
madge-ad xyxy=(14,1668,143,1980)
foxton-paragraph: On Wednesday afternoon in Foxton Beach the water was almost at low tide and Mr. and Mrs. B. S. Jennings were down by the creek, which is about 300 yards across. xyxy=(564,85,692,151)
thirty-years-paragraph: At a sale of fruit suburban land, the average price was £24 per acre, and the highest price was £10 per foot. xyxy=(701,275,829,319)
cricket-body: Per Press Association. WELLINGTON, Dec. 19. J. Newman is not available for the Wellington Plunket Shield cricket team. A substitute has not yet been arranged. xyxy=(701,1607,829,1673)
tennis-paragraph: Playing in top place Mrs McNair Thomson never looked like losing, though Miss R. Astle played very well and made a very good show. In the second place Mrs Beattie, who is a good form just now, won a fine single, mostly from the back line. In third place Mrs Kearney, showing no trace of her strong game of two years ago, made a very poor show against Miss M. Sutherland, who was at the top of her form. Mrs Ward in the two previous years won her first set and lost the next two, but this year, playing against Mrs Anderson, she could not get going at all. Mrs Thomson won the next two. She is easily the most improved of the local players. xyxy=(290,240,418,482)
classified-ad: "HUSBAND and Wife's Handbook," by Dr. Hubert Alcott, price 1s. A concise treatise on a subject of vital importance to all married persons and others. Post free from the publishers under plain wrapper for 1s only.—Chemist Supplies Co., Box 1178, Christchurch. xyxy=(975,195,1100,309)
court-notice-body: THE Quarterly Summoned Meeting of the above Court will be held in the Foresters' Hall, ST. John Street, TO-NIGHT, the INSTANT, 1932, at 7.30 o'clock. Business: Election of Officers, Initiation, Payment of Dues and General. Last meeting before January 16, 1933. xyxy=(14,63,143,162)
cricket-title: WELLINGTON CRICKET TEAM. xyxy=(707,1582,823,1604)
jenkin-body: NOT only good, fresh bread, that keeps; but, in addition, Jenkin's is indeed! Have you not tried it? Ring for prompt delivery. xyxy=(14,1366,143,1410)
classified-ad: SHOPPING bags—real leather with zip fasteners, from 12s 6d, at Bennett's, Broadway. xyxy=(975,154,1100,191)
otaki-paragraph: "I believe that the board has done the right thing," stated the chairman. "It is certainly the way to deal with the problem, and it will be carried out with economy, as we believe we can run it more cheaply than the Department." xyxy=(838,355,966,443)
plumber-body: PHONE 7821. ALL WORK GUARANTEED SATISFACTORY. J. SMYTHE, REG. PLUMBER, 79 RANGITIKEI STREET. Private Phone 7231. xyxy=(14,1181,143,1247)
jenkin-ad xyxy=(14,1366,143,1410)
thirty-years-paragraph: Signor Marconi was reported to have had daily perfect wireless communication between Cornwall and Cape Breton, and he expected to communicate over 20,000 miles. xyxy=(701,356,829,422)
tennis-paragraph: Results are as follows:— Singles.—Mrs McNair Thomson beat Miss Astle, 6—4, 6—4; Miss Calver lost to Mrs Beattie 6—3, 6—4; Miss M. Rutherford beat Mrs Kearney, 6—2, 6—1; Mrs Anderson beat Mrs Ward, 6—3, 6—3; Miss R. Hosking lost to Miss Cowan, 6—3, 6—1; Miss Foster lost to Miss Hewitt, 6—4, 6—4; Mrs Mitchell beat Miss Stone, 6—1, 6—1; Mrs Carr beat Mrs Dyer, 8—6, 6—1; Mrs Pinckney lost to Miss E. Andrews, 6—3, 6—2; Miss P. Holmes beat Miss Bell, 6—0, 6—0. xyxy=(290,642,418,829)
milson-paragraph: Results:— Ladies' Singles.—Miss Brown beat Miss Wood, 6—3, 6—4. Men's Singles.—Horne beat Grigg, 6—4, 4—6, 6—3. Mixed Doubles.—Miss Brown and Grigg beat Miss Wood and Horne, 6—4, 6—5. xyxy=(838,1226,966,1303)
railways-paragraph: WELLINGTON — PALMERSTON NORTH — NEW PLYMOUTH. On 24th December and 3rd January, the train leaving Wellington 8.18 a.m., Palmerston North arr. 12.0 noon, runs through to Wanganui, leaving Palmerston North 12.15 p.m., arriving Wanganui 3.17 p.m. xyxy=(152,194,281,304)
classified-ad: "WONDER Bread."—None other like it! Try a loaf from L.E.C. Bakery, 98 Rangitikei Street, Phone 5587. xyxy=(975,546,1100,594)
tanks-ad xyxy=(14,904,143,996)
druids-headline: END OF FINANCIAL QUARTER. xyxy=(32,278,125,300)
column-3 xyxy=(286,36,423,1847)
hospital-paragraph: "Returns from patients' fees have been lower since the end of November," stated the managing-secretary (Mr. A. J. Phillipps) in the course of a summarised financial statement to the Palmerston North Hospital Board this afternoon. xyxy=(701,1724,829,1812)
tennis-paragraph: Miss Calver has been doing badly in club games this season, but rose to the occasion and won both her singles and doubles. Miss P. Holmes made a splendid recovery. xyxy=(290,484,418,550)
train-body: AUCKLAND and ROTORUA: 3.7 p.m. (Not Sunday), 3.27 p.m. (Limited); (Not Saturday). NEW PLYMOUTH: 1.10 p.m. WANGANUI: 6.52 a.m., 1.0 p.m., 4.39 p.m., 7.30 p.m. WELLINGTON (via Masterton): 4.3 a.m. (Not Monday), 6.55 a.m. (Limited). (Not Sunday), 7.0 a.m., 1.5 p.m. (Not Saturday), 1.35 p.m. WELLINGTON (via Wairarapa): 11.4 a.m. SUNDAY TRAINS, FOR— WELLINGTON: 1.15 a.m., 6.50 a.m., 4.22 p.m., 4.42 p.m. AUCKLAND: 9.37 p.m. xyxy=(14,1483,143,1659)
anderson-body: E. ANDERSON, ESTIMATES for all classes of building in or joinery. Up-to-date factory. 225 Albert Street. Residence, 1 Summerhay Street. xyxy=(14,1005,143,1060)
thirty-years-subtitle: EXTRACTS FROM "STANDARD." DECEMBER 19, 1902. xyxy=(703,81,827,114)
classified-ad: THE world's best tennis rackets at Bennett's, Broadway. xyxy=(975,1768,1100,1794)
water-heating-title: WATER HEATING xyxy=(25,412,132,426)
specials-ad xyxy=(14,1989,143,2150)
railways-extra-title: EXTRA EXPRESS TRAINS. xyxy=(156,88,277,99)
mail-paragraph: Great Britain, Ireland and Europe, for correspondence specially addressed per Frinkington; also Central America, British Columbia, Canada, Malaya, Panama, Japan, Honolulu, Argentina, Brazil and Chile, via Monte Video, per Paringa, from Napier, Thursday, 22nd Dec., 8 a.m.; Mails reach London approximately February 9. xyxy=(152,1600,281,1732)
duchess-item: When the Duchess of Abercorn opened a new boy scouts' hall in Belfast recently, the ceremony took the form of lighting a fire in the fireplace, over which ran the inscription, "Here lies the fire of friendship burn." The Duchess was given a scout's ration of two matches for the task and lit the fire with only one. xyxy=(427,1044,555,1165)
column-2 xyxy=(148,36,309,2451)
foxton-paragraph: The Foxton school held its break-up ceremony and distribution of prizes in connection with the school, and the prize-winners were announced by the headmaster, who paid a tribute to the work of the pupils during the year. xyxy=(564,370,692,458)
otaki-paragraph: The chairman (Mr. J. K. Hornblow) said that the board would be prepared to take over the sanatorium as soon as the final arrangements had been completed. Intimation of the date would be given later. xyxy=(838,276,966,353)
column-8-classifieds xyxy=(971,36,1104,1957)
railways-body xyxy=(152,102,281,1435)
otaki-paragraph: It was decided that the board should assume control from April 1 next, and a committee was set up to go into the matter of staff arrangements. The sanatorium will be used for the treatment of tubercular patients from the whole of the district. xyxy=(838,445,966,533)
foxton-paragraph: Messrs H. Bradley and F. Wells have returned from their holiday trip to the South Island. xyxy=(564,517,692,550)
railways-title: NEW ZEALAND RAILWAYS. xyxy=(153,38,280,49)
rangiotu-title: RANGIOTU. xyxy=(582,708,674,724)
druids-notice xyxy=(14,184,143,404)
classified-ad: DOLLS—perambulators, at Bennett's, Broadway. xyxy=(975,768,1100,794)
